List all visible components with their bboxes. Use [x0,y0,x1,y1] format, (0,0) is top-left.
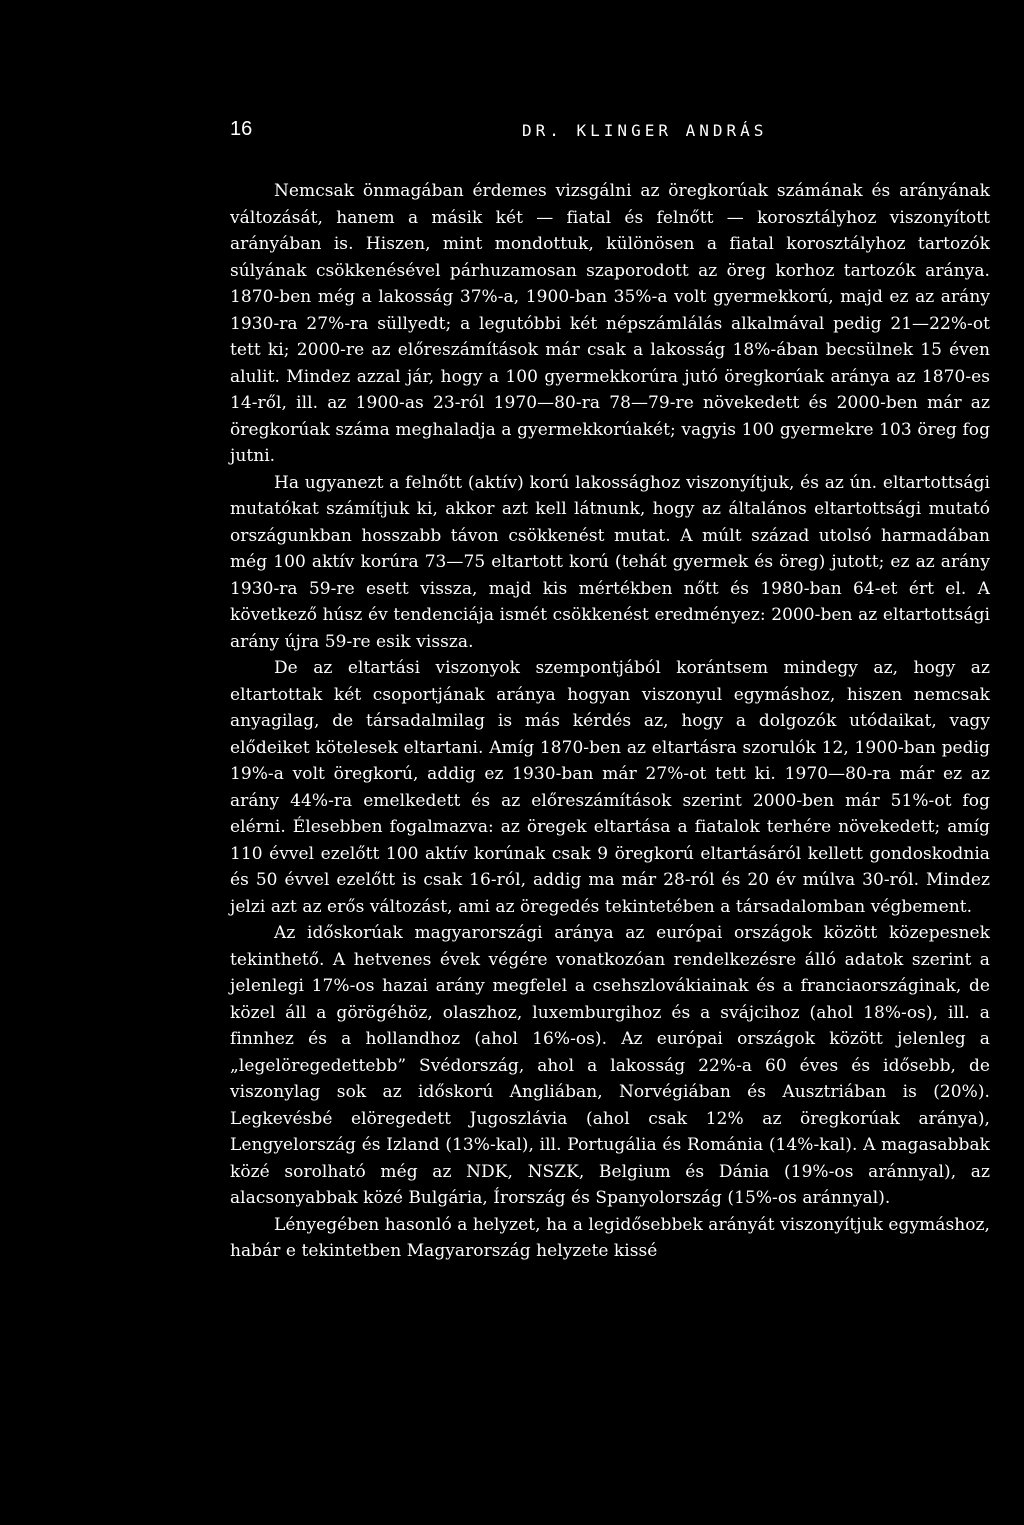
running-head: DR. KLINGER ANDRÁS [522,121,768,140]
paragraph: Lényegében hasonló a helyzet, ha a legidősebbek arányát viszonyítjuk egymáshoz, habár e tekintetben Magyarország helyzete kissé [230,1214,990,1261]
paragraph: Nemcsak önmagában érdemes vizsgálni az öregkorúak számának és arányának változását, hanem a másik két — fiatal és felnőtt — korosztályhoz viszonyított arányában is. Hiszen, mint mondottuk, különösen a fiatal korosztályhoz tartozók súlyának csökkenésével párhuzamosan szaporodott az öreg korhoz tartozók aránya. 1870-ben még a lakosság 37%-a, 1900-ban 35%-a volt gyermekkorú, majd ez az arány 1930-ra 27%-ra süllyedt; a legutóbbi két népszámlálás alkalmával pedig 21—22%-ot tett ki; 2000-re az előreszámítások már csak a lakosság 18%-ában becsülnek 15 éven alulit. Mindez azzal jár, hogy a 100 gyermekkorúra jutó öregkorúak aránya az 1870-es 14-ről, ill. az 1900-as 23-ról 1970—80-ra 78—79-re növekedett és 2000-ben már az öregkorúak száma meghaladja a gyermekkorúakét; vagyis 100 gyermekre 103 öreg fog jutni. [230,181,990,466]
paragraph: Az időskorúak magyarországi aránya az európai országok között közepesnek tekinthető. A hetvenes évek végére vonatkozóan rendelkezésre álló adatok szerint a jelenlegi 17%-os hazai arány megfelel a csehszlovákiainak és a franciaországinak, de közel áll a görögéhöz, olaszhoz, luxemburgihoz és a svájcihoz (ahol 18%-os), ill. a finnhez és a hollandhoz (ahol 16%-os). Az európai országok között jelenleg a „legelöregedettebb” Svédország, ahol a lakosság 22%-a 60 éves és idősebb, de viszonylag sok az időskorú Angliában, Norvégiában és Ausztriában is (20%). Legkevésbé elöregedett Jugoszlávia (ahol csak 12% az öregkorúak aránya), Lengyelország és Izland (13%-kal), ill. Portugália és Románia (14%-kal). A magasabbak közé sorolható még az NDK, NSZK, Belgium és Dánia (19%-os aránnyal), az alacsonyabbak közé Bulgária, Írország és Spanyolország (15%-os aránnyal). [230,923,990,1208]
page-header [230,118,990,148]
paragraph: De az eltartási viszonyok szempontjából korántsem mindegy az, hogy az eltartottak két csoportjának aránya hogyan viszonyul egymáshoz, hiszen nemcsak anyagilag, de társadalmilag is más kérdés az, hogy a dolgozók utódaikat, vagy elődeiket kötelesek eltartani. Amíg 1870-ben az eltartásra szorulók 12, 1900-ban pedig 19%-a volt öregkorú, addig ez 1930-ban már 27%-ot tett ki. 1970—80-ra már ez az arány 44%-ra emelkedett és az előreszámítások szerint 2000-ben már 51%-ot fog elérni. Élesebben fogalmazva: az öregek eltartása a fiatalok terhére növekedett; amíg 110 évvel ezelőtt 100 aktív korúnak csak 9 öregkorú eltartásáról kellett gondoskodnia és 50 évvel ezelőtt is csak 16-ról, addig ma már 28-ról és 20 év múlva 30-ról. Mindez jelzi azt az erős változást, ami az öregedés tekintetében a társadalomban végbement. [230,658,990,917]
paragraph: Ha ugyanezt a felnőtt (aktív) korú lakossághoz viszonyítjuk, és az ún. eltartottsági mutatókat számítjuk ki, akkor azt kell látnunk, hogy az általános eltartottsági mutató országunkban hosszabb távon csökkenést mutat. A múlt század utolsó harmadában még 100 aktív korúra 73—75 eltartott korú (tehát gyermek és öreg) jutott; ez az arány 1930-ra 59-re esett vissza, majd kis mértékben nőtt és 1980-ban 64-et ért el. A következő húsz év tendenciája ismét csökkenést eredményez: 2000-ben az eltartottsági arány újra 59-re esik vissza. [230,472,990,652]
page-number: 16 [230,118,253,140]
body-text [230,178,990,1265]
